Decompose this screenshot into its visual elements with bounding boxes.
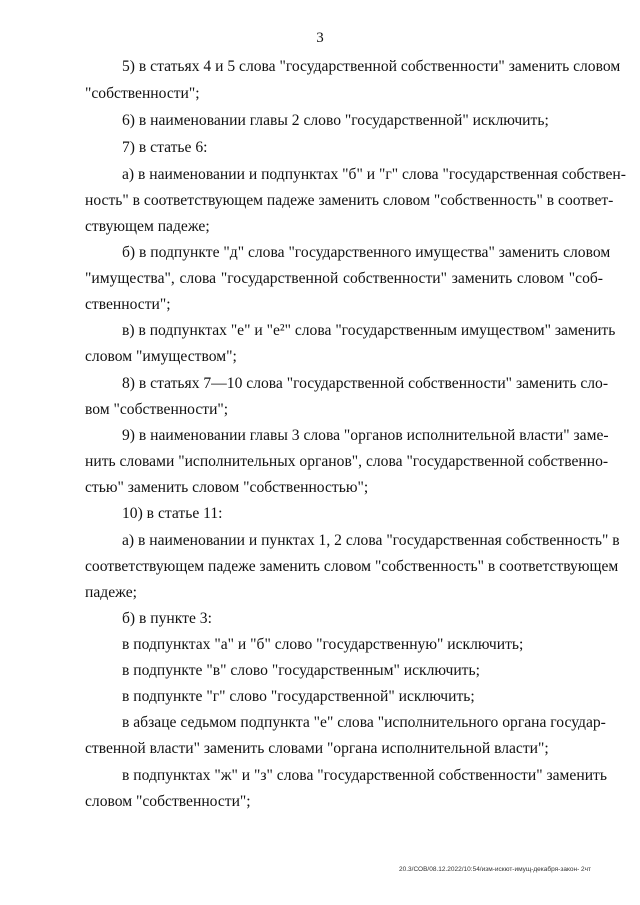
text-line: в подпунктах "ж" и "з" слова "государственной собственности" заменить [122, 767, 607, 784]
text-line: б) в подпункте "д" слова "государственного имущества" заменить словом [122, 244, 611, 261]
text-line: ственности"; [85, 296, 171, 313]
text-line: падеже; [85, 584, 137, 601]
page-number: 3 [316, 30, 324, 46]
text-line: в подпункте "в" слово "государственным" исключить; [122, 662, 480, 679]
text-line: 10) в статье 11: [122, 505, 223, 522]
document-footer-code: 20.3/СОВ/08.12.2022/10:54/изм-искют-имущ-декабря-закон- 2чт [399, 866, 592, 873]
text-line: нить словами "исполнительных органов", слова "государственной собственно- [85, 453, 609, 470]
text-line: словом "имуществом"; [85, 348, 237, 365]
text-line: а) в наименовании и пунктах 1, 2 слова "государственная собственность" в [122, 532, 620, 549]
text-line: а) в наименовании и подпунктах "б" и "г" слова "государственная собствен- [122, 166, 626, 183]
text-line: в абзаце седьмом подпункта "е" слова "исполнительного органа государ- [122, 714, 606, 731]
text-line: 7) в статье 6: [122, 139, 208, 156]
text-line: 9) в наименовании главы 3 слова "органов исполнительной власти" заме- [122, 427, 609, 444]
text-line: б) в пункте 3: [122, 610, 212, 627]
text-line: 8) в статьях 7—10 слова "государственной собственности" заменить сло- [122, 375, 609, 392]
text-line: "собственности"; [85, 85, 200, 102]
text-line: словом "собственности"; [85, 793, 251, 810]
text-line: ность" в соответствующем падеже заменить словом "собственность" в соответ- [85, 192, 614, 209]
text-line: в подпунктах "а" и "б" слово "государственную" исключить; [122, 636, 524, 653]
text-line: в) в подпунктах "е" и "е²" слова "государственным имуществом" заменить [122, 322, 616, 339]
text-line: ственной власти" заменить словами "органа исполнительной власти"; [85, 740, 549, 757]
text-line: стью" заменить словом "собственностью"; [85, 479, 369, 496]
text-line: в подпункте "г" слово "государственной" исключить; [122, 688, 475, 705]
text-line: соответствующем падеже заменить словом "собственность" в соответствующем [85, 558, 619, 575]
text-line: 6) в наименовании главы 2 слово "государственной" исключить; [122, 112, 549, 129]
text-line: вом "собственности"; [85, 401, 229, 418]
text-line: "имущества", слова "государственной собственности" заменить словом "соб- [85, 270, 603, 287]
text-line: ствующем падеже; [85, 218, 210, 235]
text-line: 5) в статьях 4 и 5 слова "государственной собственности" заменить словом [122, 58, 621, 75]
